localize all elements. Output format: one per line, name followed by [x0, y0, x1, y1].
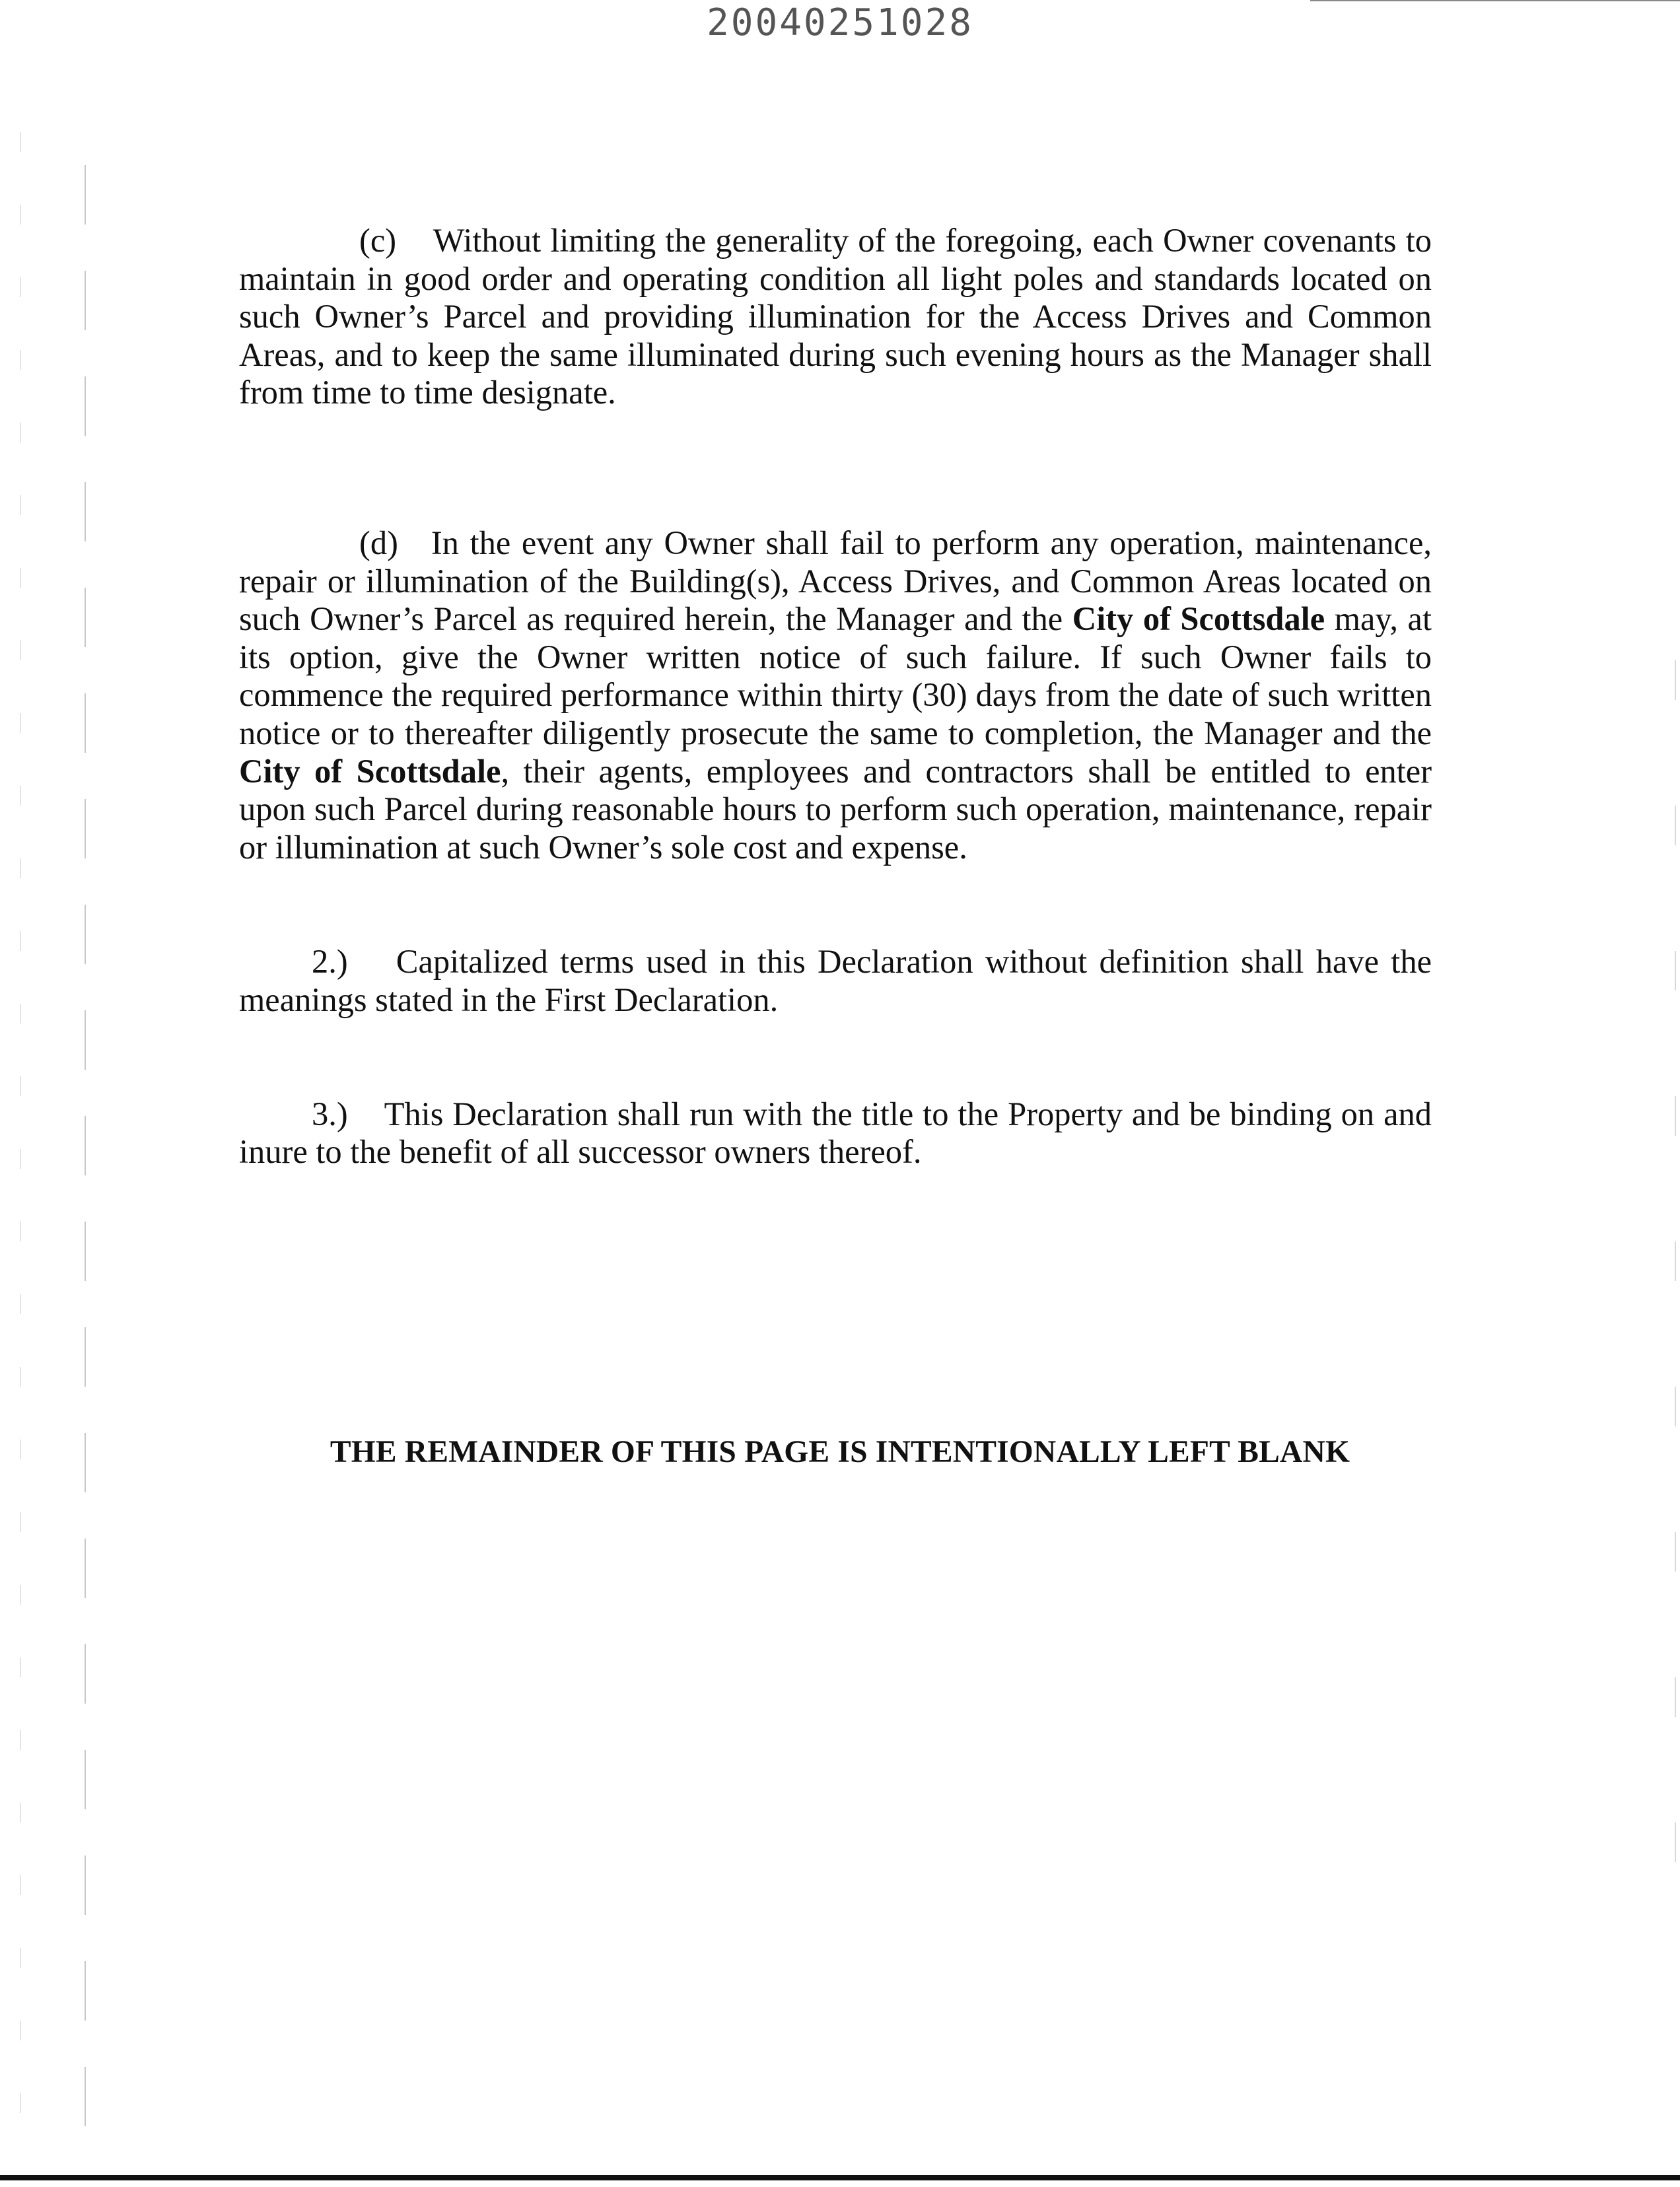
- document-body: [239, 222, 1432, 1171]
- paragraph-3: [239, 1095, 1432, 1171]
- paragraph-d-text-3: , their agents, employees and contractors shall be entitled to enter upon such Parcel during reasonable hours to perform such operation, maintenance, repair or illumination at such Owner’s sole cost and expense.: [239, 752, 1432, 866]
- paragraph-c-text: Without limiting the generality of the foregoing, each Owner covenants to maintain in good order and operating condition all light poles and standards located on such Owner’s Parcel and providing illumination for the Access Drives and Common Areas, and to keep the same illuminated during such evening hours as the Manager shall from time to time designate.: [239, 222, 1432, 411]
- paragraph-d: [239, 524, 1432, 866]
- bottom-border-line: [0, 2175, 1680, 2180]
- scan-edge-outer: [20, 132, 21, 2146]
- paragraph-d-bold-city-2: City of Scottsdale: [239, 752, 501, 790]
- paragraph-3-marker: 3.): [312, 1095, 348, 1132]
- paragraph-c: [239, 222, 1432, 412]
- paragraph-2: [239, 943, 1432, 1019]
- scan-edge-right: [1675, 660, 1676, 1915]
- paragraph-2-marker: 2.): [312, 943, 348, 981]
- paragraph-d-text-1: In the event any Owner shall fail to perform any operation, maintenance, repair or illumination of the Building(s), Access Drives, and Common Areas located on such Owner’s Parcel as required herein, the Manager and the: [239, 524, 1432, 638]
- paragraph-d-text-2: may, at its option, give the Owner written notice of such failure. If such Owner fails to commence the required performance within thirty (30) days from the date of such written notice or to thereafter diligently prosecute the same to completion, the Manager and the: [239, 600, 1432, 751]
- paragraph-3-text: This Declaration shall run with the title to the Property and be binding on and inure to the benefit of all successor owners thereof.: [239, 1095, 1432, 1171]
- paragraph-2-text: Capitalized terms used in this Declaration without definition shall have the meanings stated in the First Declaration.: [239, 943, 1432, 1018]
- paragraph-d-bold-city-1: City of Scottsdale: [1072, 600, 1325, 638]
- paragraph-d-marker: (d): [359, 524, 398, 561]
- scan-edge-left: [85, 165, 86, 2146]
- document-number: 20040251028: [707, 1, 973, 44]
- blank-page-notice: THE REMAINDER OF THIS PAGE IS INTENTIONALLY LEFT BLANK: [330, 1435, 1350, 1469]
- paragraph-c-marker: (c): [359, 222, 397, 259]
